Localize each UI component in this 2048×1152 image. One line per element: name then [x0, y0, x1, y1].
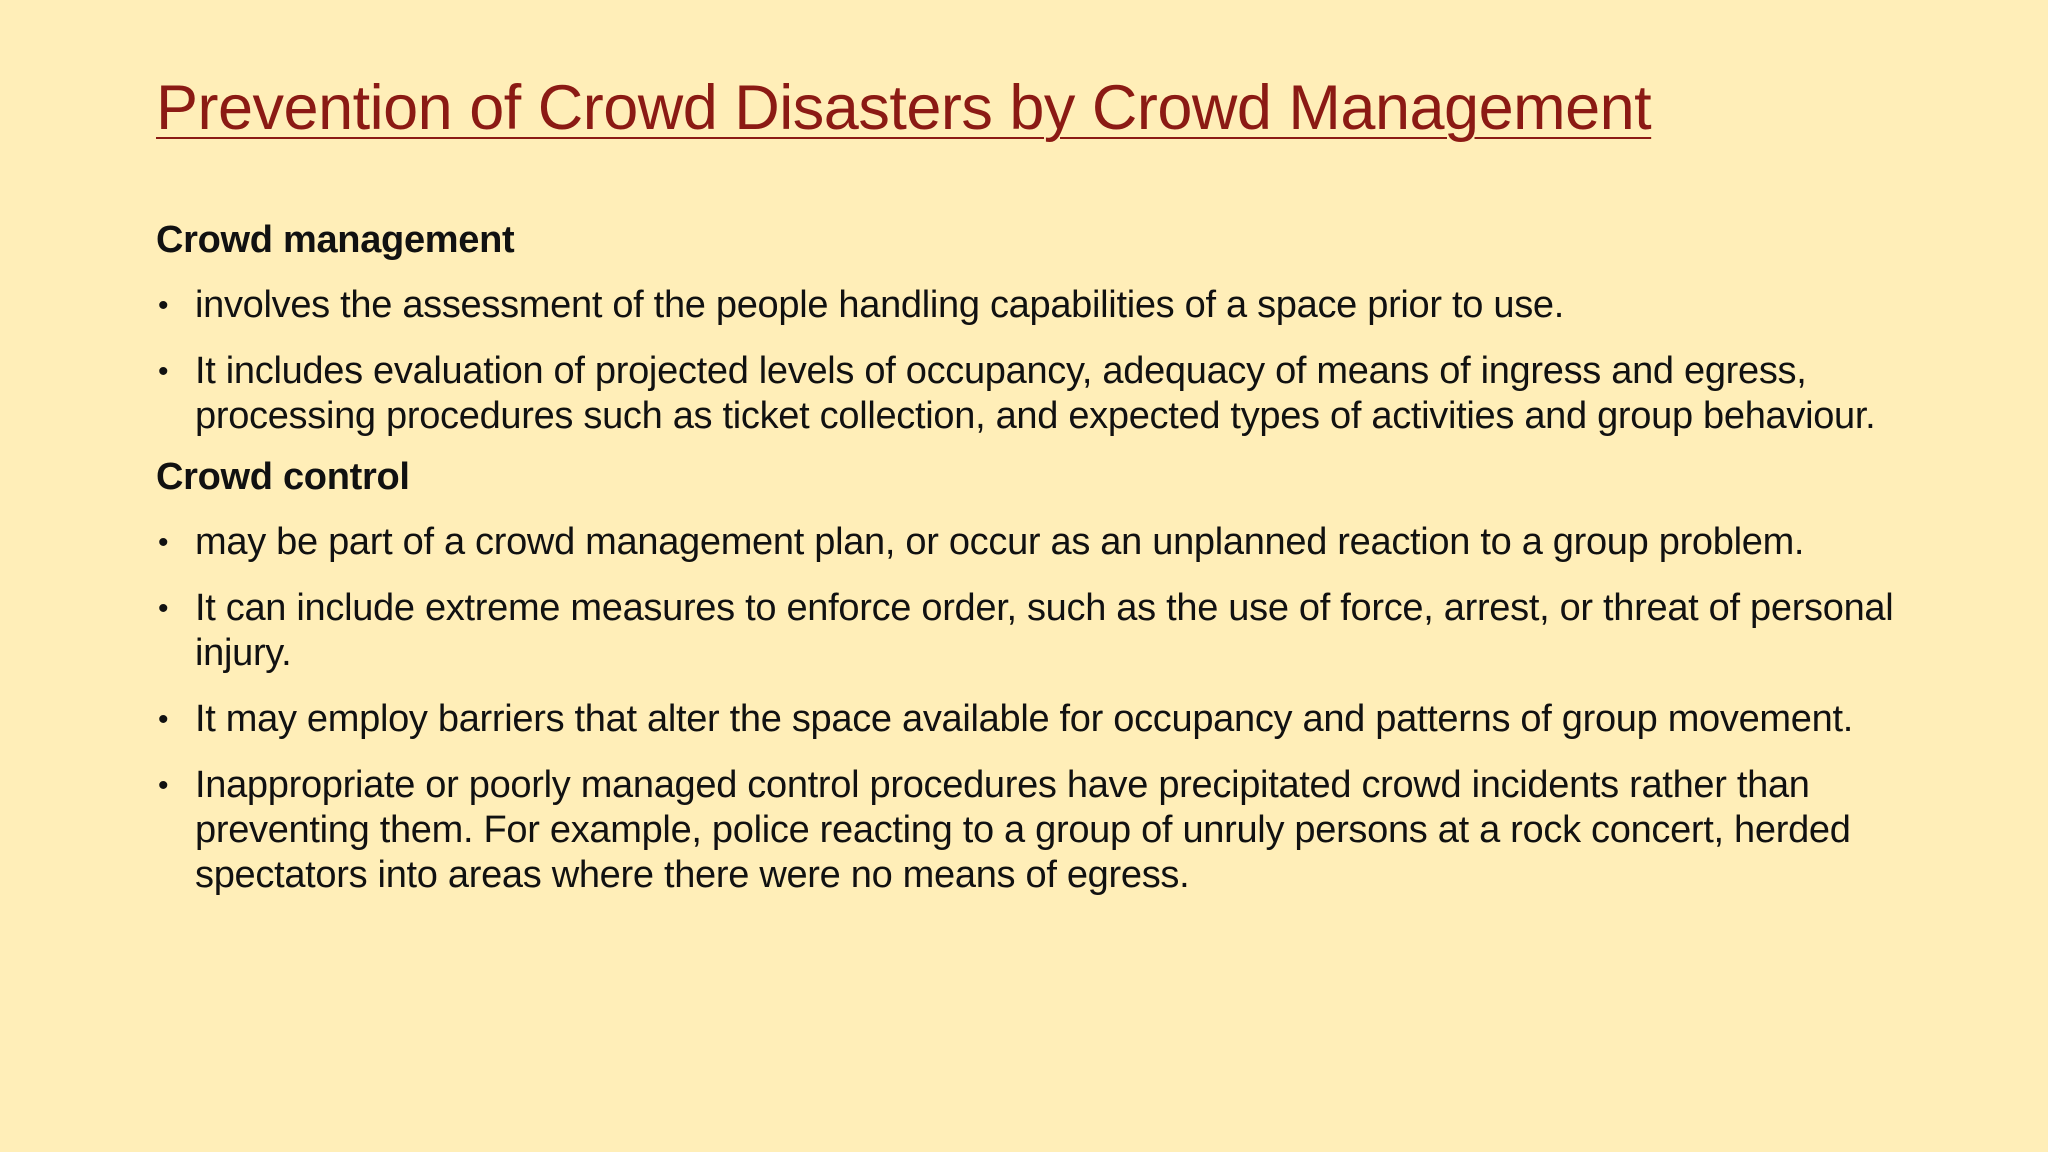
- bullet-icon: •: [158, 526, 169, 559]
- bullet-text: involves the assessment of the people handling capabilities of a space prior to use.: [195, 284, 1564, 326]
- bullet-item: [156, 763, 1916, 898]
- bullet-text: Inappropriate or poorly managed control procedures have precipitated crowd incidents rather than preventing them. For example, police reacting to a group of unruly persons at a rock concert, herded spectators into areas where there were no means of egress.: [195, 764, 1851, 896]
- bullet-list-crowd-control: [156, 520, 1916, 898]
- bullet-list-crowd-management: [156, 283, 1916, 439]
- bullet-text: It may employ barriers that alter the space available for occupancy and patterns of group movement.: [195, 698, 1853, 740]
- bullet-icon: •: [158, 355, 169, 388]
- bullet-icon: •: [158, 592, 169, 625]
- bullet-item: [156, 283, 1916, 328]
- section-heading-crowd-control: Crowd control: [156, 456, 410, 498]
- bullet-text: It can include extreme measures to enforce order, such as the use of force, arrest, or threat of personal injury.: [195, 587, 1894, 674]
- bullet-text: It includes evaluation of projected levels of occupancy, adequacy of means of ingress and egress, processing procedures such as ticket collection, and expected types of activities and group behaviour.: [195, 350, 1876, 437]
- bullet-icon: •: [158, 703, 169, 736]
- bullet-icon: •: [158, 769, 169, 802]
- bullet-item: [156, 697, 1916, 742]
- section-heading-crowd-management: Crowd management: [156, 219, 515, 261]
- slide-title: Prevention of Crowd Disasters by Crowd Management: [156, 73, 1652, 143]
- slide-content: [156, 218, 1916, 919]
- bullet-item: [156, 586, 1916, 676]
- bullet-item: [156, 520, 1916, 565]
- bullet-text: may be part of a crowd management plan, or occur as an unplanned reaction to a group problem.: [195, 521, 1805, 563]
- bullet-icon: •: [158, 289, 169, 322]
- bullet-item: [156, 349, 1916, 439]
